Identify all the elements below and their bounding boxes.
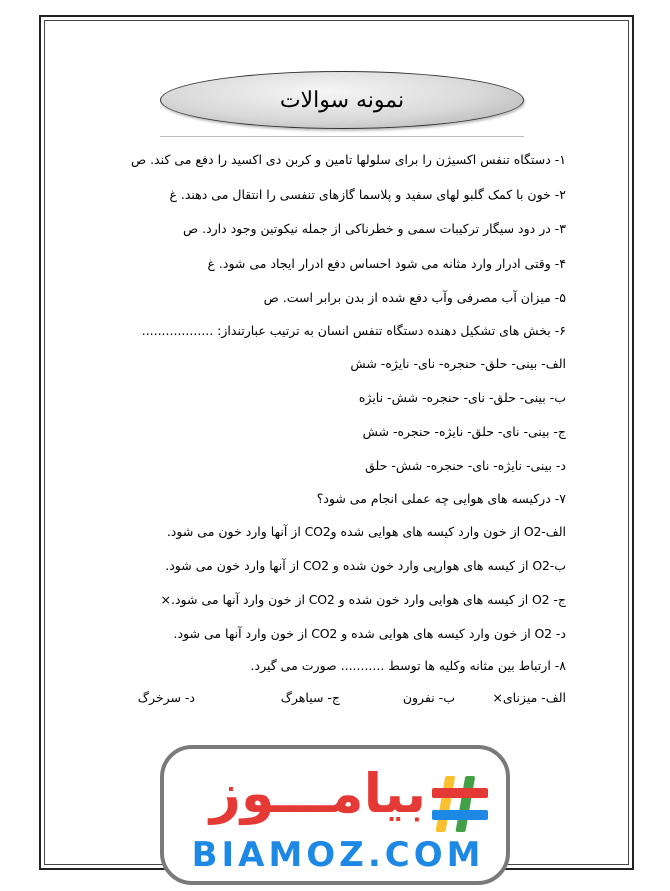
q8-option-c: ج- سیاهرگ [280,690,340,705]
title-divider [160,136,524,137]
q8-option-d: د- سرخرگ [137,690,195,705]
page-border-inner [44,20,629,865]
q7-option-a: الف-O2 از خون وارد کیسه های هوایی شده وCO2 از آنها وارد خون می شود. [166,524,566,539]
question-5: ۵- میزان آب مصرفی وآب دفع شده از بدن برابر است. ص [263,290,566,305]
q7-option-b: ب-O2 از کیسه های هوارپی وارد خون شده و CO2 از آنها وارد خون می شود. [165,558,566,573]
question-2: ۲- خون با کمک گلبو لهای سفید و پلاسما گازهای تنفسی را انتقال می دهند. غ [169,187,566,202]
q6-option-d: د- بینی- نایژه- نای- حنجره- شش- حلق [365,458,566,473]
hashtag-logo-icon [428,772,492,836]
q8-option-a: الف- میزنای× [492,690,566,705]
question-4: ۴- وقتی ادرار وارد مثانه می شود احساس دفع ادرار ایجاد می شود. غ [207,256,566,271]
logo-english-text: BIAMOZ.COM [191,835,485,875]
q6-option-a: الف- بینی- حلق- حنجره- نای- نایژه- شش [350,356,566,371]
q6-option-b: ب- بینی- حلق- نای- حنجره- شش- نایژه [358,390,566,405]
logo-persian-text: بیامـــوز [209,762,427,825]
q8-option-b: ب- نفرون [402,690,455,705]
question-8: ۸- ارتباط بین مثانه وکلیه ها توسط ........... صورت می گیرد. [250,658,566,673]
q6-option-c: ج- بینی- نای- حلق- نایژه- حنجره- شش [362,424,566,439]
question-6: ۶- بخش های تشکیل دهنده دستگاه تنفس انسان به ترتیب عبارتنداز: .................. [141,323,566,338]
q7-option-c: ج- O2 از کیسه های هوایی وارد خون شده و CO2 از خون وارد آنها می شود.× [160,592,566,607]
page-title: نمونه سوالات [279,87,405,113]
question-3: ۳- در دود سیگار ترکیبات سمی و خطرناکی از جمله نیکوتین وجود دارد. ص [183,221,566,236]
question-7: ۷- درکیسه های هوایی چه عملی انجام می شود؟ [316,491,566,506]
question-1: ۱- دستگاه تنفس اکسیژن را برای سلولها تامین و کربن دی اکسید را دفع می کند. ص [131,152,566,167]
title-banner [160,71,524,129]
q7-option-d: د- O2 از خون وارد کیسه های هوایی شده و CO2 از خون وارد آنها می شود. [173,626,566,641]
